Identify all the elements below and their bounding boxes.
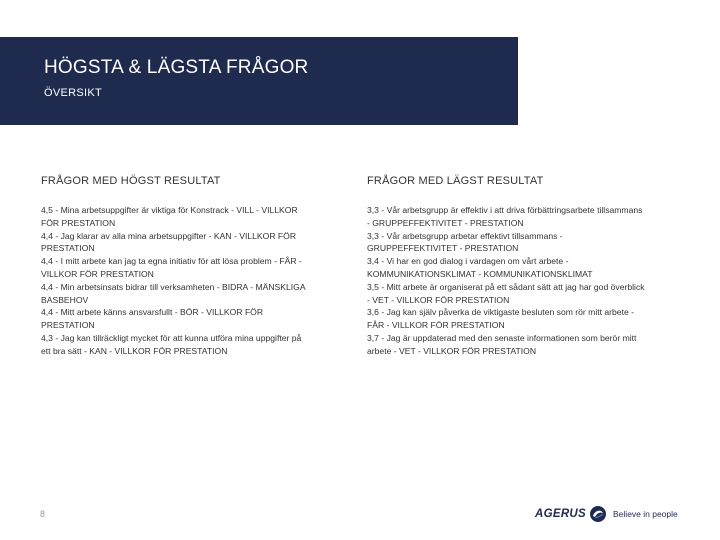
list-item: 3,5 - Mitt arbete är organiserat på ett sådant sätt att jag har god överblick - VET - VILLKOR FÖR PRESTATION — [367, 281, 645, 305]
list-item: 4,4 - Mitt arbete känns ansvarsfullt - BÖR - VILLKOR FÖR PRESTATION — [41, 307, 264, 331]
list-item: 4,4 - Jag klarar av alla mina arbetsuppgifter - KAN - VILLKOR FÖR PRESTATION — [41, 230, 297, 254]
highest-results-heading: FRÅGOR MED HÖGST RESULTAT — [41, 175, 221, 187]
list-item: 3,3 - Vår arbetsgrupp är effektiv i att driva förbättringsarbete tillsammans - GRUPPEFFEKTIVITET - PRESTATION — [367, 205, 643, 228]
page-title: HÖGSTA & LÄGSTA FRÅGOR — [44, 57, 309, 78]
lowest-results-column — [367, 175, 647, 358]
list-item: 3,4 - Vi har en god dialog i vardagen om vårt arbete - KOMMUNIKATIONSKLIMAT - KOMMUNIKATIONSKLIMAT — [367, 256, 593, 279]
logo-tagline: Believe in people — [613, 509, 678, 519]
list-item: 3,3 - Vår arbetsgrupp arbetar effektivt tillsammans - GRUPPEFFEKTIVITET - PRESTATION — [367, 230, 563, 254]
list-item: 4,3 - Jag kan tillräckligt mycket för att kunna utföra mina uppgifter på ett bra sätt - KAN - VILLKOR FÖR PRESTATION — [41, 332, 302, 356]
page-number: 8 — [40, 509, 46, 519]
lowest-results-heading: FRÅGOR MED LÄGST RESULTAT — [367, 175, 544, 187]
list-item: 4,4 - Min arbetsinsats bidrar till verksamheten - BIDRA - MÄNSKLIGA BASBEHOV — [41, 281, 306, 305]
agerus-swirl-icon — [589, 505, 607, 523]
list-item: 4,4 - I mitt arbete kan jag ta egna initiativ för att lösa problem - FÅR - VILLKOR FÖR PRESTATION — [41, 256, 302, 279]
lowest-results-list — [367, 204, 647, 358]
agerus-logo — [535, 503, 695, 525]
list-item: 4,5 - Mina arbetsuppgifter är viktiga för Konstrack - VILL - VILLKOR FÖR PRESTATION — [41, 205, 298, 228]
highest-results-list — [41, 204, 307, 358]
highest-results-column — [41, 175, 307, 358]
list-item: 3,6 - Jag kan själv påverka de viktigaste besluten som rör mitt arbete - FÅR - VILLKOR FÖR PRESTATION — [367, 307, 635, 331]
logo-wordmark: AGERUS — [535, 508, 587, 520]
list-item: 3,7 - Jag är uppdaterad med den senaste informationen som berör mitt arbete - VET - VILLKOR FÖR PRESTATION — [367, 332, 637, 356]
title-banner — [0, 37, 518, 125]
page-subtitle: ÖVERSIKT — [44, 87, 103, 99]
